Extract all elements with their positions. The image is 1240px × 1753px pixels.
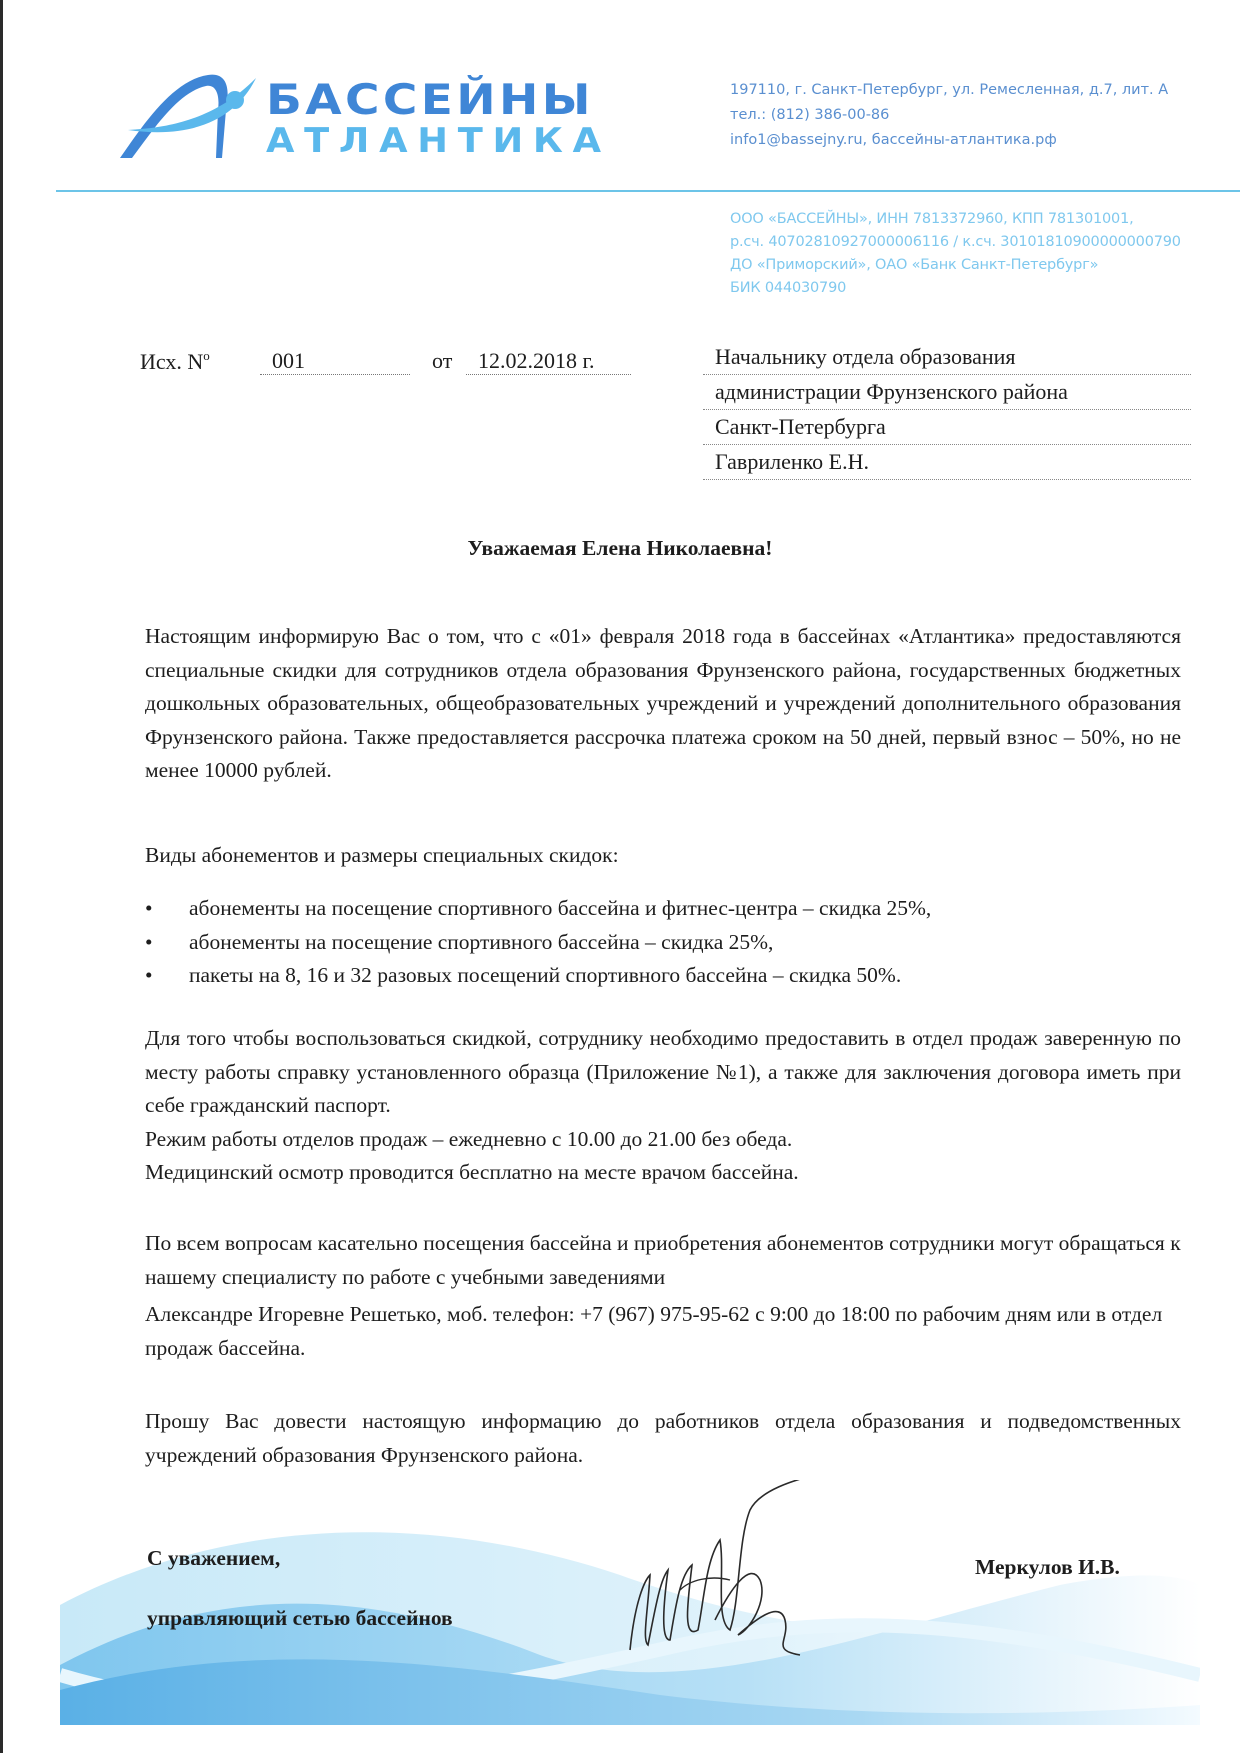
- recipient-block: [703, 340, 1191, 480]
- medical-check-text: Медицинский осмотр проводится бесплатно на месте врачом бассейна.: [145, 1160, 799, 1184]
- company-address: 197110, г. Санкт-Петербург, ул. Ремесленная, д.7, лит. А: [730, 82, 1169, 98]
- recipient-line: Санкт-Петербурга: [703, 410, 1191, 445]
- signer-name: Меркулов И.В.: [975, 1555, 1120, 1579]
- header-divider: [56, 190, 1240, 192]
- discount-item: [145, 926, 1181, 960]
- ref-date-value: 12.02.2018 г.: [466, 348, 631, 375]
- greeting: Уважаемая Елена Николаевна!: [467, 536, 773, 560]
- recipient-line: Гавриленко Е.Н.: [703, 445, 1191, 480]
- bank-details-line: ООО «БАССЕЙНЫ», ИНН 7813372960, КПП 781301001,: [730, 211, 1134, 227]
- swimmer-emblem-icon: [118, 70, 258, 160]
- ref-label-text: Исх. N: [140, 349, 204, 374]
- contact-details-text: Александре Игоревне Решетько, моб. телефон: +7 (967) 975-95-62 с 9:00 до 18:00 по рабочим дням или в отдел продаж бассейна.: [145, 1302, 1163, 1360]
- paragraph-conditions: [145, 1022, 1181, 1190]
- company-phone: тел.: (812) 386-00-86: [730, 107, 890, 123]
- company-web: info1@bassejny.ru, бассейны-атлантика.рф: [730, 132, 1057, 148]
- closing-phrase: С уважением,: [147, 1546, 281, 1570]
- recipient-line: Начальнику отдела образования: [703, 340, 1191, 375]
- sales-hours-text: Режим работы отделов продаж – ежедневно с 10.00 до 21.00 без обеда.: [145, 1126, 793, 1151]
- discount-item: [145, 959, 1181, 993]
- conditions-text: Для того чтобы воспользоваться скидкой, сотруднику необходимо предоставить в отдел продаж заверенную по месту работы справку установленного образца (Приложение №1), а также для заключения договора иметь при себе гражданский паспорт.: [145, 1026, 1181, 1117]
- discount-item: [145, 892, 1181, 926]
- bullet-icon: •: [145, 963, 153, 987]
- discount-item-text: пакеты на 8, 16 и 32 разовых посещений спортивного бассейна – скидка 50%.: [189, 963, 902, 987]
- discount-item-text: абонементы на посещение спортивного бассейна и фитнес-центра – скидка 25%,: [189, 896, 932, 920]
- bank-details: [730, 208, 1181, 300]
- ref-number-label: [140, 348, 210, 375]
- contact-intro-text: По всем вопросам касательно посещения бассейна и приобретения абонементов сотрудники могут обращаться к нашему специалисту по работе с учебными заведениями: [145, 1231, 1181, 1289]
- ref-label-sup: o: [203, 348, 210, 363]
- company-logo: [118, 70, 611, 165]
- company-contacts: [730, 78, 1168, 153]
- bank-details-line: БИК 044030790: [730, 280, 847, 296]
- bullet-icon: •: [145, 929, 153, 954]
- scan-edge: [0, 0, 3, 1753]
- paragraph-request: Прошу Вас довести настоящую информацию до работников отдела образования и подведомственных учреждений образования Фрунзенского района.: [145, 1409, 1181, 1467]
- ref-date-label: от: [432, 348, 453, 373]
- ref-number-value: 001: [260, 348, 410, 375]
- bullet-icon: •: [145, 896, 153, 920]
- paragraph-discount-types-intro: Виды абонементов и размеры специальных скидок:: [145, 843, 619, 867]
- recipient-line: администрации Фрунзенского района: [703, 375, 1191, 410]
- logo-text-primary: БАССЕЙНЫ: [266, 75, 594, 124]
- bank-details-line: ДО «Приморский», ОАО «Банк Санкт-Петербург»: [730, 257, 1099, 273]
- handwritten-signature: [620, 1480, 830, 1670]
- discount-item-text: абонементы на посещение спортивного бассейна – скидка 25%,: [189, 929, 774, 954]
- bank-details-line: р.сч. 40702810927000006116 / к.сч. 30101810900000000790: [730, 234, 1181, 250]
- logo-text-secondary: АТЛАНТИКА: [266, 121, 611, 161]
- discount-list: [145, 892, 1181, 993]
- paragraph-contact-specialist: [145, 1227, 1181, 1365]
- paragraph-discount-announcement: Настоящим информирую Вас о том, что с «01» февраля 2018 года в бассейнах «Атлантика» предоставляются специальные скидки для сотрудников отдела образования Фрунзенского района, государственных бюджетных дошкольных образовательных, общеобразовательных учреждений и учреждений дополнительного образования Фрунзенского района. Также предоставляется рассрочка платежа сроком на 50 дней, первый взнос – 50%, но не менее 10000 рублей.: [145, 624, 1181, 782]
- signer-position: управляющий сетью бассейнов: [147, 1606, 453, 1630]
